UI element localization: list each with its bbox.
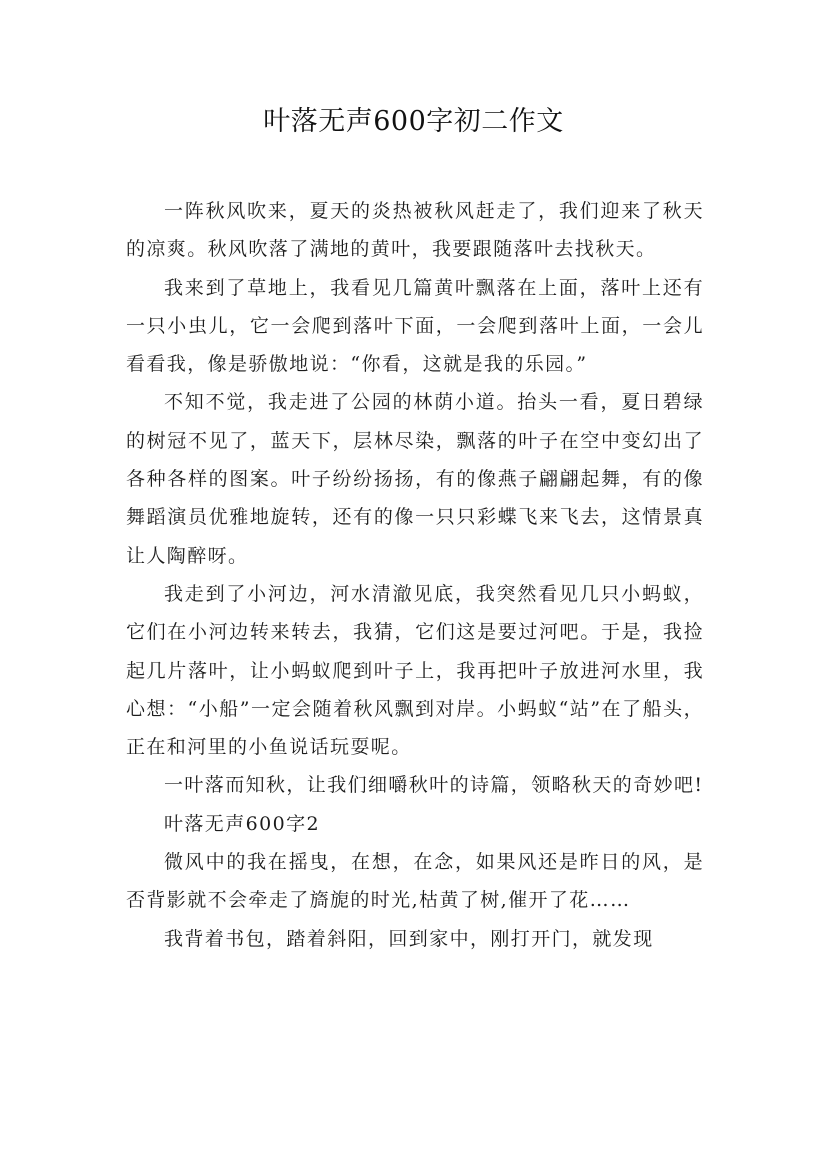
- paragraph-2: 我来到了草地上，我看见几篇黄叶飘落在上面，落叶上还有一只小虫儿，它一会爬到落叶下面，一会爬到落叶上面，一会儿看看我，像是骄傲地说：“你看，这就是我的乐园。”: [126, 276, 704, 376]
- paragraph-4: 我走到了小河边，河水清澈见底，我突然看见几只小蚂蚁，它们在小河边转来转去，我猜，它们这是要过河吧。于是，我捡起几片落叶，让小蚂蚁爬到叶子上，我再把叶子放进河水里，我心想：“小船”一定会随着秋风飘到对岸。小蚂蚁“站”在了船头，正在和河里的小鱼说话玩耍呢。: [126, 582, 704, 759]
- paragraph-3: 不知不觉，我走进了公园的林荫小道。抬头一看，夏日碧绿的树冠不见了，蓝天下，层林尽染，飘落的叶子在空中变幻出了各种各样的图案。叶子纷纷扬扬，有的像燕子翩翩起舞，有的像舞蹈演员优雅地旋转，还有的像一只只彩蝶飞来飞去，这情景真让人陶醉呀。: [126, 391, 704, 567]
- paragraph-5: 一叶落而知秋，让我们细嚼秋叶的诗篇，领略秋天的奇妙吧!: [164, 774, 704, 797]
- paragraph-1: 一阵秋风吹来，夏天的炎热被秋风赶走了，我们迎来了秋天的凉爽。秋风吹落了满地的黄叶，我要跟随落叶去找秋天。: [126, 200, 704, 261]
- document-body: [126, 192, 704, 958]
- section-heading-2: 叶落无声600字2: [164, 812, 320, 835]
- document-title: 叶落无声600字初二作文: [263, 106, 564, 137]
- paragraph-7: 我背着书包，踏着斜阳，回到家中，刚打开门，就发现: [164, 927, 654, 950]
- paragraph-6: 微风中的我在摇曳，在想，在念，如果风还是昨日的风，是否背影就不会牵走了旖旎的时光,枯黄了树,催开了花……: [126, 851, 704, 912]
